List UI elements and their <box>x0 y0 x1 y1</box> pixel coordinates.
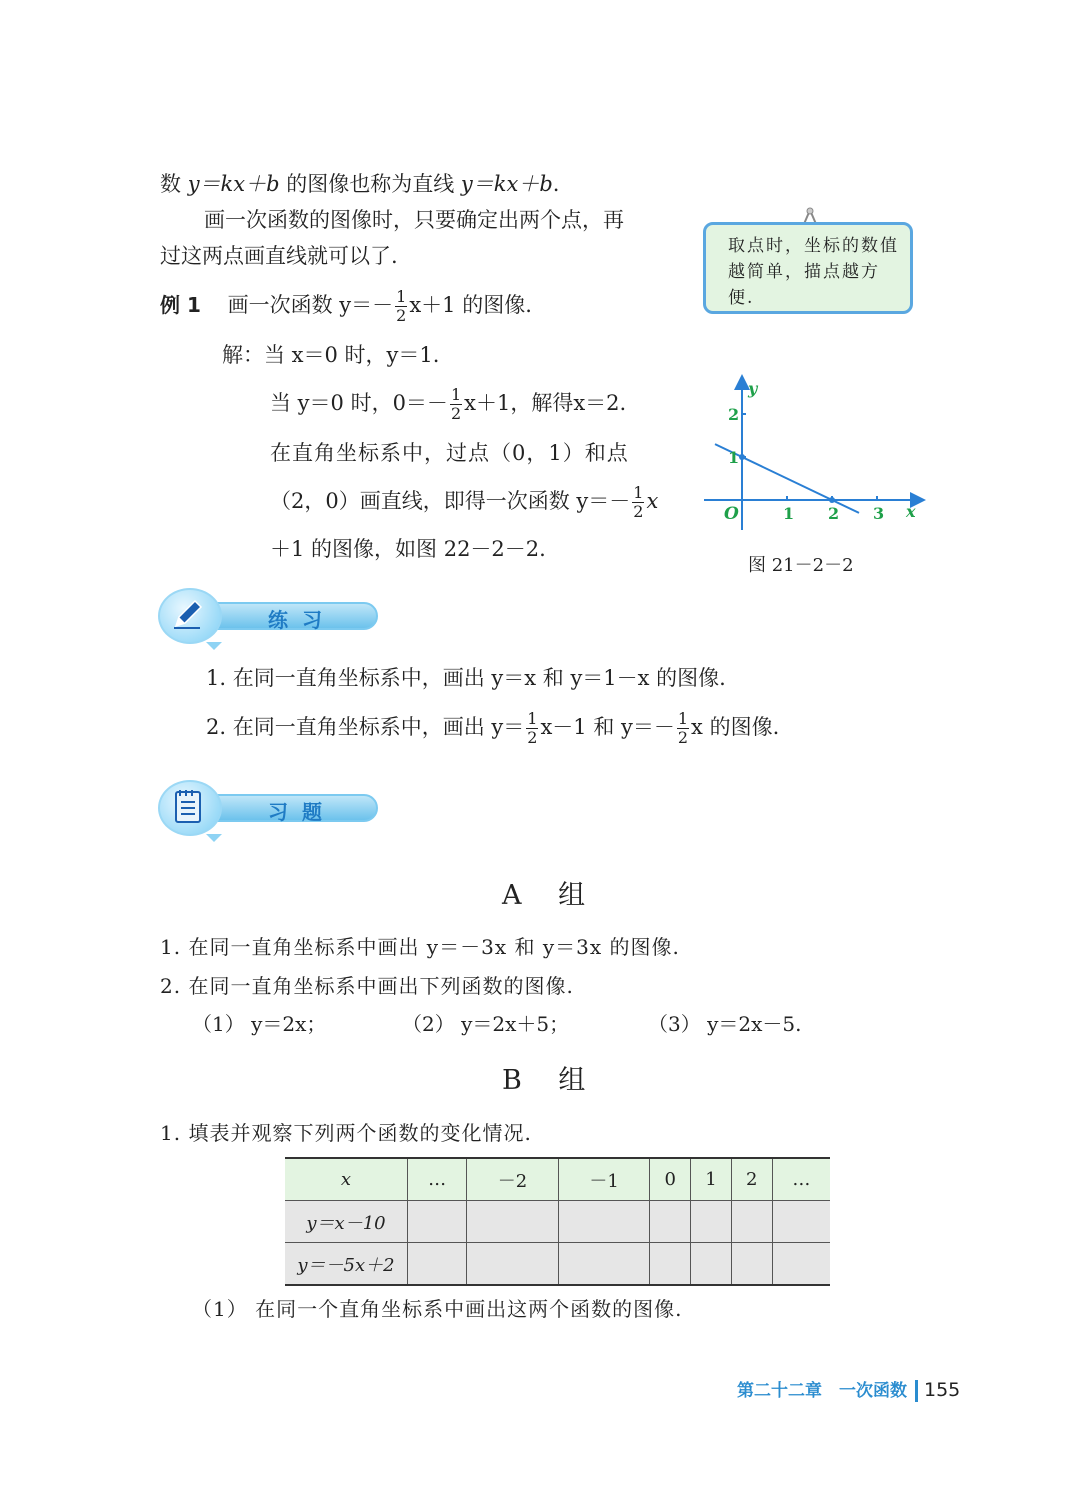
exercise-a2-item-2: （2） y＝2x＋5； <box>402 1012 570 1036</box>
solution-line2: 当 y＝0 时，0＝－ $\frac{1}{2}$ x＋1，解得x＝2. <box>270 385 627 423</box>
practice-q2: 2. 在同一直角坐标系中，画出 y＝ $\frac{1}{2}$ x－1 和 y＝－ $\frac{1}{2}$ x 的图像. <box>206 709 780 747</box>
group-a-heading: A 组 <box>502 880 600 911</box>
x-tick-label: 2 <box>828 504 840 523</box>
tip-note-text: 取点时，坐标的数值越简单，描点越方便. <box>728 236 899 308</box>
figure-caption: 图 21－2－2 <box>748 555 854 576</box>
table-blank-cell[interactable] <box>691 1201 732 1243</box>
x-tick-label: 3 <box>873 504 885 523</box>
solution-fraction-2: $\frac{1}{2}$ <box>633 483 644 521</box>
table-header-cell: x <box>285 1158 408 1201</box>
table-header-cell: … <box>408 1158 467 1201</box>
chapter-title: 第二十二章 一次函数 <box>737 1381 907 1401</box>
table-row-label: y＝－5x＋2 <box>285 1243 408 1286</box>
table-blank-cell[interactable] <box>467 1243 559 1286</box>
table-blank-cell[interactable] <box>691 1243 732 1286</box>
practice-banner-label: 练习 <box>268 608 336 632</box>
solution-line1: 解：当 x＝0 时，y＝1. <box>222 343 440 367</box>
table-blank-cell[interactable] <box>731 1243 772 1286</box>
table-blank-cell[interactable] <box>558 1243 650 1286</box>
tip-note <box>703 222 913 314</box>
page-number: 155 <box>924 1379 961 1401</box>
solution-line4: （2，0）画直线，即得一次函数 y＝－ $\frac{1}{2}$ x <box>270 483 659 521</box>
exercise-a2-item-3: （3） y＝2x－5. <box>648 1012 802 1036</box>
table-row <box>285 1243 830 1286</box>
notepad-icon <box>172 788 204 824</box>
solution-line3: 在直角坐标系中，过点（0，1）和点 <box>270 441 629 465</box>
table-header-cell: －1 <box>558 1158 650 1201</box>
table-header-cell: －2 <box>467 1158 559 1201</box>
table-header-cell: 0 <box>650 1158 691 1201</box>
practice-fraction-1: $\frac{1}{2}$ <box>527 709 538 747</box>
example-1 <box>160 288 532 325</box>
x-axis-label: x <box>906 502 916 521</box>
exercises-banner-pointer <box>206 834 222 842</box>
footer-divider <box>915 1380 918 1402</box>
table-blank-cell[interactable] <box>408 1201 467 1243</box>
table-header-cell: … <box>772 1158 830 1201</box>
practice-fraction-2: $\frac{1}{2}$ <box>677 709 689 747</box>
exercise-a2: 2. 在同一直角坐标系中画出下列函数的图像. <box>160 974 574 998</box>
practice-banner-pointer <box>206 642 222 650</box>
table-blank-cell[interactable] <box>772 1201 830 1243</box>
table-blank-cell[interactable] <box>772 1243 830 1286</box>
table-row-label: y＝x－10 <box>285 1201 408 1243</box>
group-b-heading: B 组 <box>502 1065 600 1096</box>
table-blank-cell[interactable] <box>650 1243 691 1286</box>
para-function-line: 数 y＝kx＋b 的图像也称为直线 y＝kx＋b. <box>160 172 560 196</box>
practice-banner <box>158 590 383 638</box>
example-pre: 画一次函数 y＝－ <box>227 293 394 317</box>
exercise-b1: 1. 填表并观察下列两个函数的变化情况. <box>160 1121 532 1145</box>
example-fraction: $\frac{1}{2}$ <box>396 287 407 325</box>
table-header-row <box>285 1158 830 1201</box>
example-post: x＋1 的图像. <box>409 293 532 317</box>
exercise-b1-sub1: （1） 在同一个直角坐标系中画出这两个函数的图像. <box>192 1297 683 1321</box>
pencil-icon <box>170 596 206 632</box>
example-label: 例 1 <box>160 293 201 317</box>
y-tick-label: 2 <box>728 405 740 424</box>
exercises-banner-label: 习题 <box>268 800 336 824</box>
y-axis-label: y <box>748 379 758 398</box>
origin-label: O <box>724 504 739 524</box>
table-row <box>285 1201 830 1243</box>
table-blank-cell[interactable] <box>408 1243 467 1286</box>
table-blank-cell[interactable] <box>558 1201 650 1243</box>
para-draw-method-line1: 画一次函数的图像时，只要确定出两个点，再 <box>204 208 624 232</box>
page-footer <box>737 1376 960 1402</box>
x-tick-label: 1 <box>783 504 795 523</box>
coordinate-figure <box>700 372 930 532</box>
exercises-banner <box>158 782 383 830</box>
table-blank-cell[interactable] <box>467 1201 559 1243</box>
practice-q1: 1. 在同一直角坐标系中，画出 y＝x 和 y＝1－x 的图像. <box>206 666 726 690</box>
table-blank-cell[interactable] <box>731 1201 772 1243</box>
solution-line5: ＋1 的图像，如图 22－2－2. <box>270 537 546 561</box>
exercise-a1: 1. 在同一直角坐标系中画出 y＝－3x 和 y＝3x 的图像. <box>160 935 680 959</box>
table-header-cell: 1 <box>691 1158 732 1201</box>
fill-in-table <box>285 1157 830 1286</box>
exercise-a2-item-1: （1） y＝2x； <box>192 1012 327 1036</box>
table-header-cell: 2 <box>731 1158 772 1201</box>
table-blank-cell[interactable] <box>650 1201 691 1243</box>
solution-fraction-1: $\frac{1}{2}$ <box>450 385 462 423</box>
y-tick-label: 1 <box>728 448 740 467</box>
para-draw-method-line2: 过这两点画直线就可以了. <box>160 244 398 268</box>
